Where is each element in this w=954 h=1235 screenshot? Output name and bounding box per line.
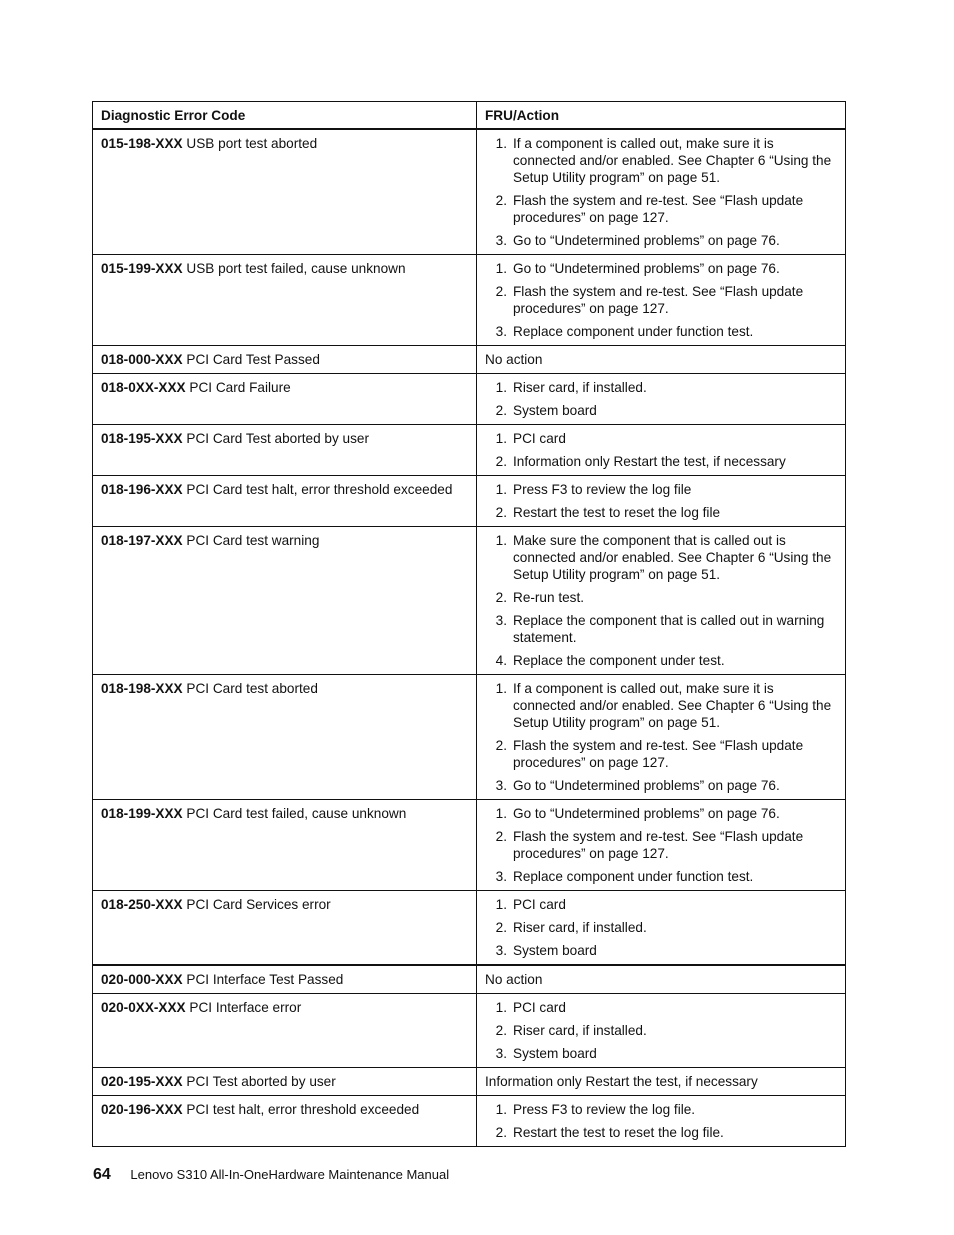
action-step: Press F3 to review the log file bbox=[513, 482, 692, 497]
error-code-cell bbox=[93, 965, 477, 994]
action-step: Flash the system and re-test. See “Flash update procedures” on page 127. bbox=[513, 284, 804, 316]
action-step: PCI card bbox=[513, 897, 566, 912]
action-text: No action bbox=[485, 352, 543, 367]
fru-action-cell bbox=[477, 891, 846, 966]
error-description: PCI Card test failed, cause unknown bbox=[186, 806, 407, 821]
action-step: Flash the system and re-test. See “Flash update procedures” on page 127. bbox=[513, 829, 804, 861]
table-row bbox=[93, 800, 846, 891]
error-code: 015-199-XXX bbox=[101, 261, 183, 276]
action-list bbox=[485, 999, 838, 1062]
fru-action-cell bbox=[477, 527, 846, 675]
table-body bbox=[93, 129, 846, 1147]
action-step: Flash the system and re-test. See “Flash update procedures” on page 127. bbox=[513, 738, 804, 770]
header-error-code: Diagnostic Error Code bbox=[93, 102, 477, 130]
action-step: If a component is called out, make sure it is connected and/or enabled. See Chapter 6 “Using the Setup Utility program” on page 51. bbox=[513, 136, 832, 185]
error-description: PCI Card Test Passed bbox=[186, 352, 320, 367]
action-step: Go to “Undetermined problems” on page 76. bbox=[513, 233, 780, 248]
error-code: 018-250-XXX bbox=[101, 897, 183, 912]
error-code-cell bbox=[93, 425, 477, 476]
fru-action-cell bbox=[477, 994, 846, 1068]
error-description: PCI Interface Test Passed bbox=[186, 972, 344, 987]
error-code-cell bbox=[93, 675, 477, 800]
action-list bbox=[485, 481, 838, 521]
header-fru-action: FRU/Action bbox=[477, 102, 846, 130]
fru-action-cell bbox=[477, 374, 846, 425]
table-row bbox=[93, 527, 846, 675]
action-list bbox=[485, 680, 838, 794]
error-description: PCI Interface error bbox=[189, 1000, 302, 1015]
action-step: Replace component under function test. bbox=[513, 324, 754, 339]
action-step: Re-run test. bbox=[513, 590, 585, 605]
table-row bbox=[93, 675, 846, 800]
error-code-cell bbox=[93, 346, 477, 374]
action-text: Information only Restart the test, if necessary bbox=[485, 1074, 758, 1089]
table-row bbox=[93, 476, 846, 527]
error-code-cell bbox=[93, 527, 477, 675]
error-code: 018-196-XXX bbox=[101, 482, 183, 497]
action-step: System board bbox=[513, 1046, 597, 1061]
error-code-cell bbox=[93, 1096, 477, 1147]
table-row bbox=[93, 255, 846, 346]
action-list bbox=[485, 805, 838, 885]
error-code-cell bbox=[93, 374, 477, 425]
fru-action-cell bbox=[477, 965, 846, 994]
fru-action-cell bbox=[477, 800, 846, 891]
table-row bbox=[93, 965, 846, 994]
page-number: 64 bbox=[93, 1166, 111, 1183]
fru-action-cell bbox=[477, 675, 846, 800]
error-description: PCI Card Services error bbox=[186, 897, 331, 912]
error-code: 020-000-XXX bbox=[101, 972, 183, 987]
action-list bbox=[485, 430, 838, 470]
error-description: PCI Card test aborted bbox=[186, 681, 318, 696]
error-code: 018-198-XXX bbox=[101, 681, 183, 696]
table-row bbox=[93, 994, 846, 1068]
table-row bbox=[93, 425, 846, 476]
fru-action-cell bbox=[477, 425, 846, 476]
action-step: Riser card, if installed. bbox=[513, 920, 647, 935]
action-step: Go to “Undetermined problems” on page 76. bbox=[513, 778, 780, 793]
fru-action-cell bbox=[477, 346, 846, 374]
page-footer bbox=[93, 1166, 449, 1184]
table-row bbox=[93, 346, 846, 374]
table-row bbox=[93, 1096, 846, 1147]
action-step: PCI card bbox=[513, 431, 566, 446]
error-code: 020-0XX-XXX bbox=[101, 1000, 186, 1015]
table-row bbox=[93, 374, 846, 425]
action-list bbox=[485, 379, 838, 419]
error-description: PCI Card test warning bbox=[186, 533, 320, 548]
error-code-cell bbox=[93, 994, 477, 1068]
action-step: System board bbox=[513, 943, 597, 958]
error-code: 020-196-XXX bbox=[101, 1102, 183, 1117]
error-description: USB port test aborted bbox=[186, 136, 318, 151]
action-step: Information only Restart the test, if necessary bbox=[513, 454, 786, 469]
error-code-cell bbox=[93, 129, 477, 255]
error-code: 018-199-XXX bbox=[101, 806, 183, 821]
action-step: If a component is called out, make sure it is connected and/or enabled. See Chapter 6 “Using the Setup Utility program” on page 51. bbox=[513, 681, 832, 730]
action-step: System board bbox=[513, 403, 597, 418]
action-step: Replace the component that is called out in warning statement. bbox=[513, 613, 825, 645]
action-list bbox=[485, 896, 838, 959]
action-list bbox=[485, 135, 838, 249]
error-code-cell bbox=[93, 1068, 477, 1096]
fru-action-cell bbox=[477, 476, 846, 527]
fru-action-cell bbox=[477, 129, 846, 255]
action-step: Replace the component under test. bbox=[513, 653, 725, 668]
action-step: Replace component under function test. bbox=[513, 869, 754, 884]
action-step: Go to “Undetermined problems” on page 76. bbox=[513, 806, 780, 821]
manual-title: Lenovo S310 All-In-OneHardware Maintenance Manual bbox=[130, 1167, 450, 1182]
action-step: Press F3 to review the log file. bbox=[513, 1102, 696, 1117]
error-code-cell bbox=[93, 800, 477, 891]
action-step: Restart the test to reset the log file bbox=[513, 505, 721, 520]
error-description: PCI test halt, error threshold exceeded bbox=[186, 1102, 420, 1117]
action-step: Go to “Undetermined problems” on page 76. bbox=[513, 261, 780, 276]
error-description: USB port test failed, cause unknown bbox=[186, 261, 406, 276]
action-step: Riser card, if installed. bbox=[513, 380, 647, 395]
fru-action-cell bbox=[477, 1096, 846, 1147]
error-code: 015-198-XXX bbox=[101, 136, 183, 151]
error-code: 020-195-XXX bbox=[101, 1074, 183, 1089]
action-step: Restart the test to reset the log file. bbox=[513, 1125, 724, 1140]
error-code: 018-0XX-XXX bbox=[101, 380, 186, 395]
error-code-cell bbox=[93, 255, 477, 346]
error-description: PCI Card Failure bbox=[189, 380, 291, 395]
action-list bbox=[485, 1101, 838, 1141]
error-description: PCI Test aborted by user bbox=[186, 1074, 336, 1089]
action-step: PCI card bbox=[513, 1000, 566, 1015]
action-text: No action bbox=[485, 972, 543, 987]
error-code: 018-197-XXX bbox=[101, 533, 183, 548]
action-step: Make sure the component that is called out is connected and/or enabled. See Chapter 6 “Using the Setup Utility program” on page 51. bbox=[513, 533, 832, 582]
error-code-cell bbox=[93, 891, 477, 966]
error-code: 018-000-XXX bbox=[101, 352, 183, 367]
action-list bbox=[485, 532, 838, 669]
action-step: Riser card, if installed. bbox=[513, 1023, 647, 1038]
table-row bbox=[93, 129, 846, 255]
table-row bbox=[93, 891, 846, 966]
action-list bbox=[485, 260, 838, 340]
fru-action-cell bbox=[477, 255, 846, 346]
error-code-cell bbox=[93, 476, 477, 527]
diagnostic-error-table bbox=[92, 101, 846, 1147]
error-code: 018-195-XXX bbox=[101, 431, 183, 446]
table-header-row bbox=[93, 102, 846, 130]
action-step: Flash the system and re-test. See “Flash update procedures” on page 127. bbox=[513, 193, 804, 225]
error-description: PCI Card test halt, error threshold exceeded bbox=[186, 482, 453, 497]
error-description: PCI Card Test aborted by user bbox=[186, 431, 370, 446]
fru-action-cell bbox=[477, 1068, 846, 1096]
table-row bbox=[93, 1068, 846, 1096]
